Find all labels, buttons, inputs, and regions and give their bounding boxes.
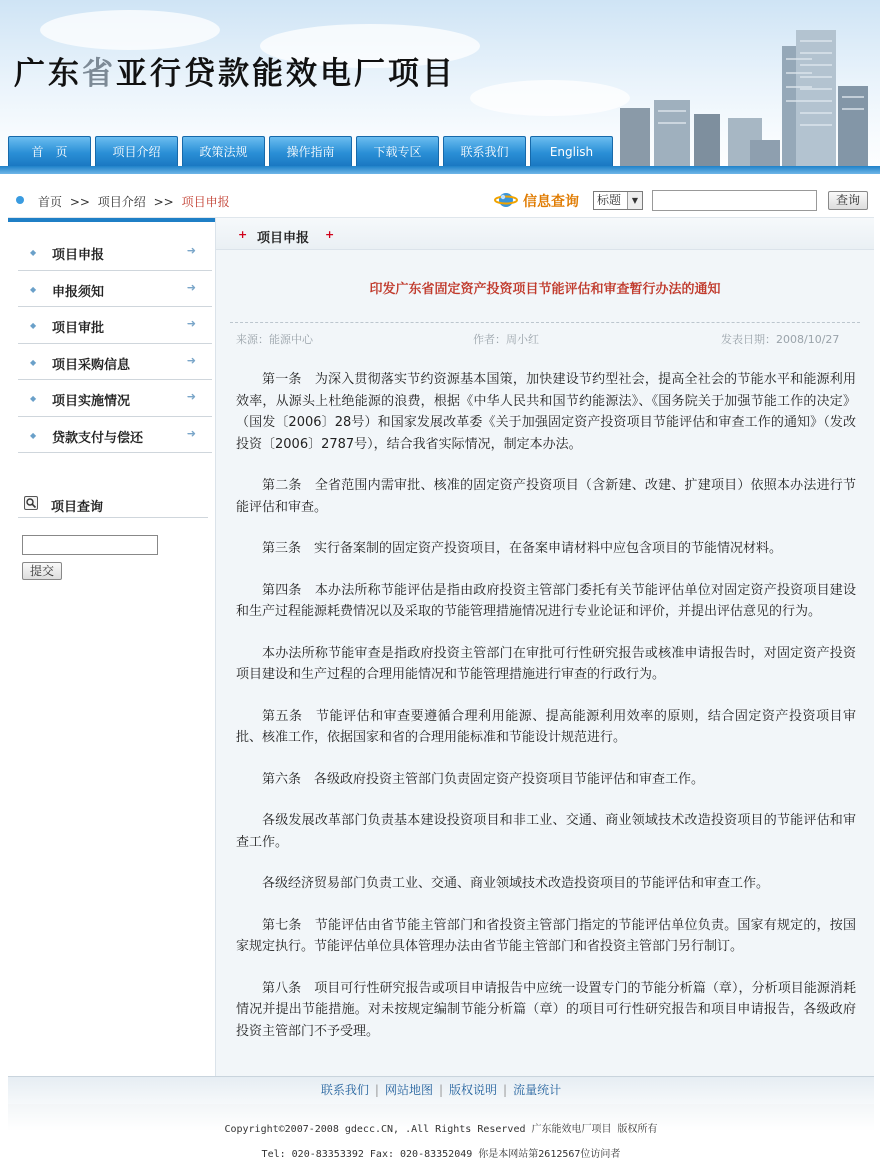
arrow-right-icon: ➜ (186, 426, 196, 440)
breadcrumb-project-intro[interactable]: 项目介绍 (97, 195, 146, 209)
article-paragraph: 第六条 各级政府投资主管部门负责固定资产投资项目节能评估和审查工作。 (262, 771, 705, 787)
footer-copyright: Copyright©2007-2008 gdecc.CN, .All Rights Reserved 广东能效电厂项目 版权所有 (224, 1124, 658, 1135)
section-title: 项目申报 (257, 231, 310, 246)
sidebar-item-implementation[interactable] (18, 380, 212, 417)
magnifier-icon (24, 496, 38, 510)
arrow-right-icon: ➜ (186, 390, 196, 403)
arrow-right-icon: ➜ (186, 353, 196, 367)
breadcrumb (38, 193, 230, 210)
article-body (236, 369, 856, 1062)
info-search-icon (494, 190, 518, 210)
site-header (0, 0, 880, 178)
footer-contact: Tel: 020-83353392 Fax: 020-83352049 你是本网站第2612567位访问者 (261, 1149, 621, 1160)
arrow-right-icon: ➜ (186, 280, 196, 294)
main-content (216, 218, 874, 1076)
nav-tab-contact[interactable]: 联系我们 (443, 136, 526, 166)
sidebar-item-project-approval[interactable] (18, 307, 212, 344)
article-paragraph: 第八条 项目可行性研究报告或项目申请报告中应统一设置专门的节能分析篇（章），分析项目能源消耗情况并提出节能措施。对未按规定编制节能分析篇（章）的项目可行性研究报告和项目申请报告，各级政府投资主管部门不予受理。 (236, 980, 856, 1039)
article-paragraph: 第三条 实行备案制的固定资产投资项目，在备案申请材料中应包含项目的节能情况材料。 (262, 541, 783, 556)
sidebar-item-label: 贷款支付与偿还 (52, 430, 144, 446)
info-search-label: 信息查询 (523, 194, 579, 210)
diamond-bullet-icon: ◆ (30, 357, 37, 367)
nav-tab-english[interactable]: English (530, 136, 613, 166)
diamond-bullet-icon: ◆ (30, 321, 37, 330)
breadcrumb-current: 项目申报 (181, 195, 230, 209)
article-date: 发表日期：2008/10/27 (721, 333, 840, 346)
sidebar-item-loan-payment[interactable] (18, 417, 212, 454)
diamond-bullet-icon: ◆ (30, 430, 37, 440)
nav-tab-home[interactable]: 首 页 (8, 136, 91, 166)
bullet-icon (16, 196, 24, 204)
breadcrumb-separator: >> (153, 195, 174, 209)
city-skyline-image (600, 0, 880, 170)
breadcrumb-separator: >> (69, 195, 90, 209)
diamond-bullet-icon: ◆ (30, 284, 37, 294)
article-paragraph: 第一条 为深入贯彻落实节约资源基本国策，加快建设节约型社会，提高全社会的节能水平和能源利用效率，从源头上杜绝能源的浪费，根据《中华人民共和国节约能源法》、《国务院关于加强节能工作的决定》（国发〔2006〕28号）和国家发展改革委《关于加强固定资产投资项目节能评估和审查工作的通知》（发改投资〔2006〕2787号），结合我省实际情况，制定本办法。 (236, 372, 856, 452)
breadcrumb-home[interactable]: 首页 (38, 195, 63, 209)
search-field-select[interactable] (593, 191, 643, 210)
project-search-input[interactable] (22, 535, 158, 555)
sidebar-item-label: 项目申报 (52, 248, 105, 263)
nav-tab-policy[interactable]: 政策法规 (182, 136, 265, 166)
arrow-right-icon: ➜ (186, 244, 196, 257)
magnifier-glyph (25, 497, 37, 509)
footer-links (8, 1076, 874, 1104)
sidebar-item-procurement-info[interactable] (18, 344, 212, 381)
plus-icon: + (325, 228, 335, 241)
footer-info (8, 1104, 874, 1172)
article-paragraph: 第七条 节能评估由省节能主管部门和省投资主管部门指定的节能评估单位负责。国家有规定的，按国家规定执行。节能评估单位具体管理办法由省节能主管部门和省投资主管部门另行制订。 (236, 917, 856, 954)
site-title-part: 省 (82, 56, 116, 92)
article-paragraph: 各级经济贸易部门负责工业、交通、商业领域技术改造投资项目的节能评估和审查工作。 (262, 876, 770, 891)
article-paragraph: 本办法所称节能审查是指政府投资主管部门在审批可行性研究报告或核准申请报告时，对固定资产投资项目建设和生产过程的合理用能情况和节能管理措施进行审查的行政行为。 (236, 645, 856, 682)
plus-icon: + (238, 228, 248, 241)
arrow-right-icon: ➜ (186, 317, 196, 330)
article-title: 印发广东省固定资产投资项目节能评估和审查暂行办法的通知 (369, 282, 721, 297)
site-title (14, 48, 456, 93)
cloud-decoration (40, 10, 220, 50)
article-paragraph: 各级发展改革部门负责基本建设投资项目和非工业、交通、商业领域技术改造投资项目的节能评估和审查工作。 (236, 813, 856, 850)
article-paragraph: 第四条 本办法所称节能评估是指由政府投资主管部门委托有关节能评估单位对固定资产投资项目建设和生产过程能源耗费情况以及采取的节能管理措施情况进行专业论证和评价，并提出评估意见的行为。 (236, 582, 856, 619)
main-nav (8, 136, 617, 166)
sidebar-item-project-application[interactable] (18, 234, 212, 271)
search-button[interactable]: 查询 (828, 191, 868, 210)
sidebar-top-accent (8, 218, 215, 222)
sidebar-item-application-notes[interactable] (18, 271, 212, 308)
footer-link-sitemap[interactable]: 网站地图 (384, 1083, 433, 1097)
footer-separator: | (374, 1083, 379, 1097)
section-header (216, 218, 874, 250)
chevron-down-icon[interactable]: ▼ (627, 192, 642, 209)
sidebar-item-label: 项目实施情况 (52, 394, 131, 409)
title-divider (230, 322, 860, 323)
nav-tab-guide[interactable]: 操作指南 (269, 136, 352, 166)
article-paragraph: 第二条 全省范围内需审批、核准的固定资产投资项目（含新建、改建、扩建项目）依照本办法进行节能评估和审查。 (236, 478, 856, 515)
diamond-bullet-icon: ◆ (30, 248, 37, 257)
sidebar-menu (18, 234, 212, 453)
article-paragraph: 第五条 节能评估和审查要遵循合理利用能源、提高能源利用效率的原则，结合固定资产投资项目审批、核准工作，依据国家和省的合理用能标准和节能设计规范进行。 (236, 708, 856, 745)
footer-link-stats[interactable]: 流量统计 (513, 1083, 562, 1097)
article-source: 来源：能源中心 (236, 333, 313, 346)
nav-tab-download[interactable]: 下载专区 (356, 136, 439, 166)
search-field-select-value: 标题 (597, 193, 622, 207)
footer-separator: | (503, 1083, 508, 1097)
nav-underline (0, 166, 880, 174)
article-author: 作者：周小红 (473, 333, 539, 346)
footer-separator: | (438, 1083, 444, 1097)
site-title-part: 亚行贷款能效电厂项目 (116, 56, 456, 92)
site-title-part: 广东 (14, 56, 82, 92)
diamond-bullet-icon: ◆ (30, 394, 37, 403)
search-input[interactable] (652, 190, 817, 211)
nav-tab-project-intro[interactable]: 项目介绍 (95, 136, 178, 166)
sidebar-item-label: 申报须知 (52, 284, 105, 300)
project-search-header (18, 494, 208, 518)
project-search-submit-button[interactable]: 提交 (22, 562, 62, 580)
sidebar-item-label: 项目审批 (52, 321, 105, 336)
sidebar-item-label: 项目采购信息 (52, 357, 131, 373)
footer-link-contact[interactable]: 联系我们 (320, 1083, 369, 1097)
project-search-title: 项目查询 (51, 500, 104, 515)
breadcrumb-bar (8, 182, 874, 218)
footer-link-copyright[interactable]: 版权说明 (449, 1083, 498, 1097)
sidebar (8, 218, 216, 1076)
